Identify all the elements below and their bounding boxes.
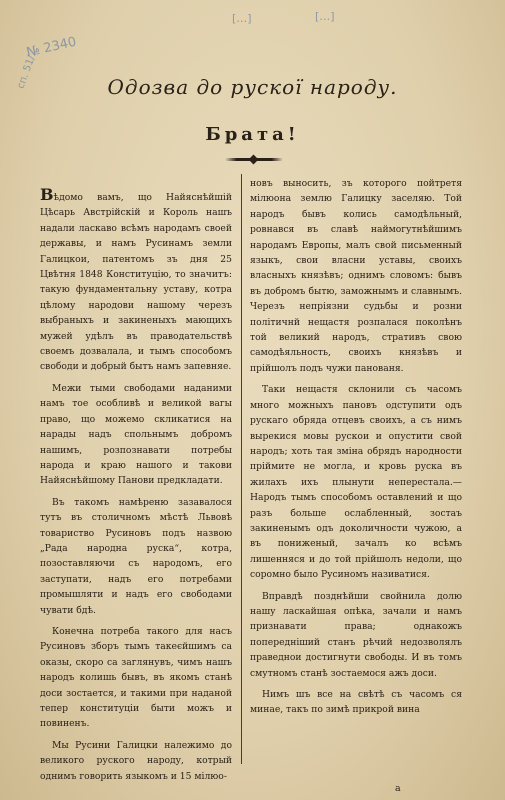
archive-top-mark: […]: [232, 12, 252, 25]
paragraph-text: ѣдомо вамъ, що Найяснѣйшій Цѣсарь Австрійскій и Король нашъ надали ласкаво всѣмъ народамъ своей державы, и намъ Русинамъ земли Галицкои, патентомъ зъ дня 25 Цвѣтня 1848 Конституцію, то значитъ: такую фундаментальну уставу, котра цѣлому народови нашому черезъ выбраныхъ и закиненыхъ мающихъ мужей удѣлъ въ праводательствѣ своемъ дозвалала, и тымъ способомъ свободи и добрый бытъ намъ запевняе.: [40, 192, 232, 373]
archive-top-mark-2: […]: [315, 10, 335, 23]
paragraph: [40, 185, 232, 375]
paragraph: Нимъ шъ все на свѣтѣ съ часомъ ся минае, такъ по зимѣ прикрой вина: [250, 689, 462, 716]
catchword: а: [395, 783, 401, 794]
archive-side-note: сп. 51/…: [15, 44, 42, 91]
paragraph: Межи тыми свободами наданими намъ тое особливѣ и великой вагы право, що можемо скликатися на нарады надъ спольнымъ добромъ нашимъ, розпознавати потребы народа и краю нашого и такови Найяснѣйшому Панови предкладати.: [40, 382, 232, 487]
right-column: [250, 176, 462, 724]
column-divider: [241, 174, 242, 764]
paragraph: Мы Русини Галицки належимо до великого руского народу, котрый однимъ говорить языкомъ и 15 мілюо-: [40, 739, 232, 782]
left-column: [40, 185, 232, 790]
archive-number-stamp: № 2340: [24, 34, 78, 61]
paragraph: Вправдѣ позднѣйши свойнила долю нашу ласкайшая опѣка, зачали и намъ признавати права; однакожъ попередніший станъ рѣчий недозволялъ праведнои достигнути свободы. И въ томъ смутномъ станѣ зостаемося ажъ доси.: [250, 590, 462, 679]
paragraph: Конечна потреба такого для насъ Русиновъ зборъ тымъ такеєйшимъ са оказы, скоро са заглянувъ, чимъ нашъ народъ колишь бывъ, въ якомъ станѣ доси зостается, и такими при наданой тепер конституціи быти можъ и повиненъ.: [40, 625, 232, 730]
paragraph: Въ такомъ намѣреню зазавалося тутъ въ столичномъ мѣстѣ Львовѣ товариство Русиновъ подъ назвою „Рада народна руска“, котра, позоставляючи съ народомъ, его заступати, надъ его потребами промышляти и надъ его свободами чувати бдѣ.: [40, 496, 232, 616]
page-title: Одозва до рускої народу.: [107, 75, 398, 99]
paragraph: новъ выносить, зъ которого пойтретя мілюона землю Галицку заселяю. Той народъ бывъ колись самодѣльный, ровнався въ славѣ наймогутнѣйшимъ народамъ Европы, малъ свой письменный языкъ, свои власни уставы, своихъ власныхъ князѣвъ; однимъ словомъ: бывъ въ добромъ бытю, заможнымъ и славнымъ. Черезъ непріязни судьбы и розни політичнй нещастя розпалася поколѣнъ той великий народъ, стративъ свою самодѣяльность, своихъ князѣвъ и прійшолъ подъ чужи панованя.: [250, 178, 462, 374]
page-subtitle: Брата!: [205, 124, 300, 145]
drop-cap: В: [40, 185, 54, 204]
paragraph: Таки нещастя склонили съ часомъ много можныхъ пановъ одступити одъ рускаго обряда отцевъ своихъ, а съ нимъ вырекися мовы рускои и опустити свой народъ; хоть тая зміна обрядъ народности пріймите не могла, и кровь руска въ жилахъ ихъ плынути неперестала.— Народъ тымъ способомъ оставлений и що разъ больше ослабленный, зостаъ закиненымъ одъ доколичности чужою, а въ пониженый, зачалъ ко всѣмъ лишенняся и до той прійшолъ недоли, що соромно было Русиномъ називатися.: [250, 384, 462, 581]
ornament-divider: [225, 158, 283, 161]
